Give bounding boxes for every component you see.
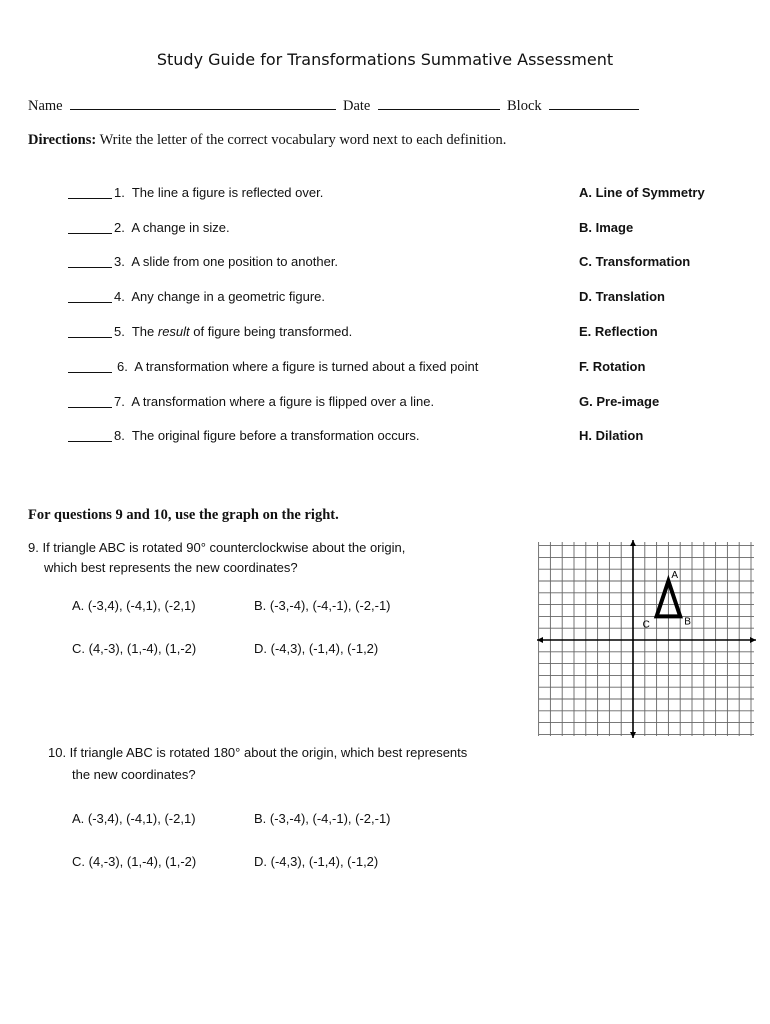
vocab-definition: 7. A transformation where a figure is flipped over a line. [114, 394, 435, 409]
answer-blank[interactable] [68, 428, 112, 442]
graph-instruction: For questions 9 and 10, use the graph on the right. [28, 507, 339, 523]
grid [539, 542, 754, 736]
axes [537, 540, 756, 738]
y-axis-arrow-up [630, 540, 636, 546]
answer-blank[interactable] [68, 359, 112, 373]
block-field[interactable] [507, 96, 639, 115]
vocab-row [68, 324, 708, 342]
question-10-line2: the new coordinates? [72, 767, 196, 782]
vocab-row [68, 428, 708, 446]
vocab-definition: 3. A slide from one position to another. [114, 254, 339, 269]
vocab-row [68, 185, 708, 203]
q10-choice-c[interactable]: C. (4,-3), (1,-4), (1,-2) [72, 854, 197, 869]
question-9-line1: 9. If triangle ABC is rotated 90° counterclockwise about the origin, [28, 540, 406, 555]
block-blank[interactable] [549, 96, 639, 110]
vocab-word: C. Transformation [579, 254, 691, 269]
vocab-definition: 8. The original figure before a transformation occurs. [114, 428, 420, 443]
vocab-word: B. Image [579, 220, 634, 235]
answer-blank[interactable] [68, 394, 112, 408]
name-label: Name [28, 98, 63, 114]
vertex-label-c: C [642, 619, 650, 631]
vertex-label-a: A [671, 570, 679, 581]
question-9-line2: which best represents the new coordinates? [44, 560, 298, 575]
q9-choice-d[interactable]: D. (-4,3), (-1,4), (-1,2) [254, 641, 379, 656]
vocab-word: F. Rotation [579, 359, 646, 374]
vocab-definition: 6. A transformation where a figure is turned about a fixed point [117, 359, 479, 374]
date-label: Date [343, 98, 371, 114]
vocab-word: G. Pre-image [579, 394, 660, 409]
x-axis-arrow-left [537, 637, 543, 643]
directions-text: Write the letter of the correct vocabulary word next to each definition. [96, 132, 507, 148]
answer-blank[interactable] [68, 185, 112, 199]
vocab-word: D. Translation [579, 289, 665, 304]
date-field[interactable] [343, 96, 500, 115]
question-10-line1: 10. If triangle ABC is rotated 180° about the origin, which best represents [48, 745, 468, 760]
q10-choice-d[interactable]: D. (-4,3), (-1,4), (-1,2) [254, 854, 379, 869]
vocab-row [68, 289, 708, 307]
vocab-word: E. Reflection [579, 324, 658, 339]
q10-choice-a[interactable]: A. (-3,4), (-4,1), (-2,1) [72, 811, 196, 826]
vocab-definition: 4. Any change in a geometric figure. [114, 289, 326, 304]
vocab-definition: 2. A change in size. [114, 220, 230, 235]
name-field[interactable] [28, 96, 336, 115]
vocab-row [68, 359, 708, 377]
q10-choice-b[interactable]: B. (-3,-4), (-4,-1), (-2,-1) [254, 811, 391, 826]
block-label: Block [507, 98, 542, 114]
answer-blank[interactable] [68, 324, 112, 338]
name-blank[interactable] [70, 96, 336, 110]
answer-blank[interactable] [68, 254, 112, 268]
answer-blank[interactable] [68, 289, 112, 303]
directions-label: Directions: [28, 132, 97, 148]
y-axis-arrow-down [630, 732, 636, 738]
vocab-word: H. Dilation [579, 428, 644, 443]
date-blank[interactable] [378, 96, 500, 110]
directions [28, 132, 506, 149]
vocab-row [68, 394, 708, 412]
vocab-word: A. Line of Symmetry [579, 185, 705, 200]
coordinate-graph [530, 536, 762, 742]
q9-choice-a[interactable]: A. (-3,4), (-4,1), (-2,1) [72, 598, 196, 613]
answer-blank[interactable] [68, 220, 112, 234]
page-title: Study Guide for Transformations Summative Assessment [156, 50, 614, 69]
vocab-definition: 5. The result of figure being transformed. [114, 324, 353, 339]
vocab-definition: 1. The line a figure is reflected over. [114, 185, 324, 200]
x-axis-arrow-right [750, 637, 756, 643]
vocab-row [68, 220, 708, 238]
q9-choice-c[interactable]: C. (4,-3), (1,-4), (1,-2) [72, 641, 197, 656]
vertex-label-b: B [684, 616, 691, 628]
q9-choice-b[interactable]: B. (-3,-4), (-4,-1), (-2,-1) [254, 598, 391, 613]
vocab-row [68, 254, 708, 272]
